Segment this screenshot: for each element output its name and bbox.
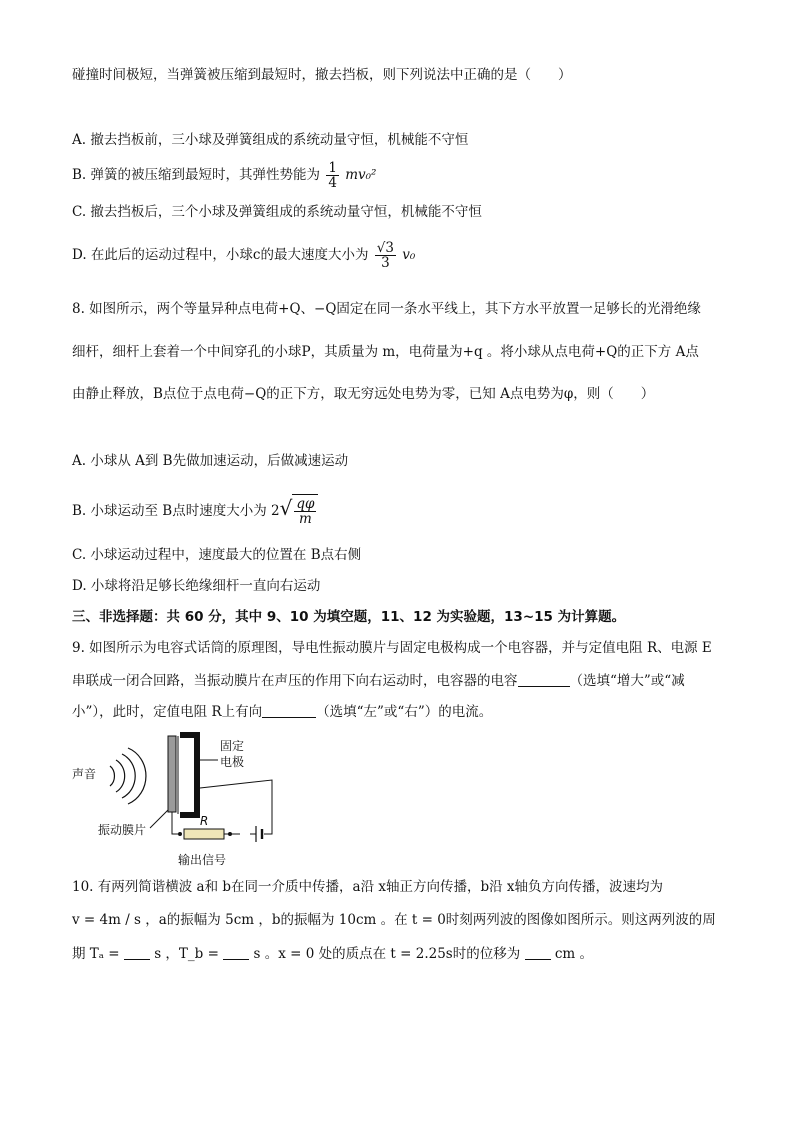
q10-line-3c: s 。x = 0 处的质点在 t = 2.25s时的位移为	[253, 946, 521, 962]
q10-line-3a: 期 Tₐ =	[72, 946, 120, 962]
q8-line-3: 由静止释放，B点位于点电荷−Q的正下方，取无穷远处电势为零，已知 A点电势为φ，则（ ）	[72, 386, 655, 402]
q10-line-2: v = 4m / s ，a的振幅为 5cm ，b的振幅为 10cm 。在 t = 0时刻两列波的图像如图所示。则这两列波的周	[72, 912, 716, 928]
q7-option-d-fraction	[375, 241, 396, 270]
q7-option-d-num: √3	[376, 240, 394, 256]
q9-line-2b: （选填“增大”或“减	[569, 673, 685, 689]
q7-option-b-expr: mv₀²	[345, 167, 377, 183]
q7-option-d-text: D. 在此后的运动过程中，小球c的最大速度大小为	[72, 247, 369, 263]
electrode-label-2: 电极	[220, 755, 245, 769]
q7-option-d-expr: v₀	[402, 247, 416, 263]
q10-line-3b: s ，T_b =	[154, 946, 219, 962]
resistor	[184, 829, 224, 839]
q8-line-2: 细杆，细杆上套着一个中间穿孔的小球P，其质量为 m，电荷量为+q 。将小球从点电荷+Q的正下方 A点	[72, 344, 699, 360]
q7-option-b-text: B. 弹簧的被压缩到最短时，其弹性势能为	[72, 167, 321, 183]
q10-answer-blank-tb[interactable]	[223, 945, 249, 960]
q10-line-1: 10. 有两列简谐横波 a和 b在同一介质中传播，a沿 x轴正方向传播，b沿 x轴负方向传播，波速均为	[72, 879, 664, 895]
resistor-label: R	[200, 814, 209, 828]
q9-line-3a: 小”），此时，定值电阻 R上有向	[72, 704, 263, 720]
q8-option-b-num: qφ	[296, 496, 315, 512]
vibrating-membrane	[168, 736, 176, 812]
q9-answer-blank-2[interactable]	[262, 703, 316, 718]
battery-icon	[256, 826, 262, 842]
sqrt-sign-icon: √	[279, 496, 293, 520]
q7-option-b-fraction	[326, 161, 339, 190]
q9-line-3	[72, 703, 492, 721]
q8-option-b-radicand	[292, 494, 318, 527]
q9-line-1: 9. 如图所示为电容式话筒的原理图，导电性振动膜片与固定电极构成一个电容器，并与定值电阻 R、电源 E	[72, 640, 712, 656]
q8-option-b	[72, 492, 318, 527]
q7-option-d	[72, 238, 415, 272]
q8-line-1: 8. 如图所示，两个等量异种点电荷+Q、−Q固定在同一条水平线上，其下方水平放置一足够长的光滑绝缘	[72, 301, 701, 317]
section-3-heading: 三、非选择题：共 60 分，其中 9、10 为填空题，11、12 为实验题，13~15 为计算题。	[72, 609, 626, 625]
q10-line-3d: cm 。	[554, 946, 593, 962]
q8-option-c: C. 小球运动过程中，速度最大的位置在 B点右侧	[72, 547, 362, 563]
q7-option-a: A. 撤去挡板前，三小球及弹簧组成的系统动量守恒，机械能不守恒	[72, 132, 469, 148]
microphone-circuit-figure	[68, 728, 298, 868]
sound-label: 声音	[72, 767, 97, 781]
q9-line-3b: （选填“左”或“右”）的电流。	[316, 704, 493, 720]
q10-answer-blank-ta[interactable]	[124, 945, 150, 960]
q7-option-d-den: 3	[381, 255, 390, 271]
q7-option-b-num: 1	[328, 160, 337, 176]
q7-option-b	[72, 160, 376, 190]
q10-line-3	[72, 945, 593, 963]
q10-answer-blank-displacement[interactable]	[525, 945, 551, 960]
q7-option-c: C. 撤去挡板后，三个小球及弹簧组成的系统动量守恒，机械能不守恒	[72, 204, 482, 220]
q9-answer-blank-1[interactable]	[518, 672, 570, 687]
q7-option-b-den: 4	[328, 175, 337, 191]
q8-option-b-text: B. 小球运动至 B点时速度大小为 2	[72, 503, 280, 519]
q8-option-b-den: m	[299, 511, 312, 527]
membrane-label: 振动膜片	[98, 823, 147, 837]
q9-line-2	[72, 672, 685, 690]
q9-line-2a: 串联成一闭合回路，当振动膜片在声压的作用下向右运动时，电容器的电容	[72, 673, 518, 689]
output-signal-label: 输出信号	[178, 853, 227, 867]
sound-wave-icon	[110, 748, 146, 804]
q7-stem-tail: 碰撞时间极短，当弹簧被压缩到最短时，撤去挡板，则下列说法中正确的是（ ）	[72, 67, 572, 83]
fixed-electrode	[180, 732, 200, 818]
electrode-label-1: 固定	[220, 739, 245, 753]
q8-option-d: D. 小球将沿足够长绝缘细杆一直向右运动	[72, 578, 321, 594]
q8-option-a: A. 小球从 A到 B先做加速运动，后做减速运动	[72, 453, 349, 469]
